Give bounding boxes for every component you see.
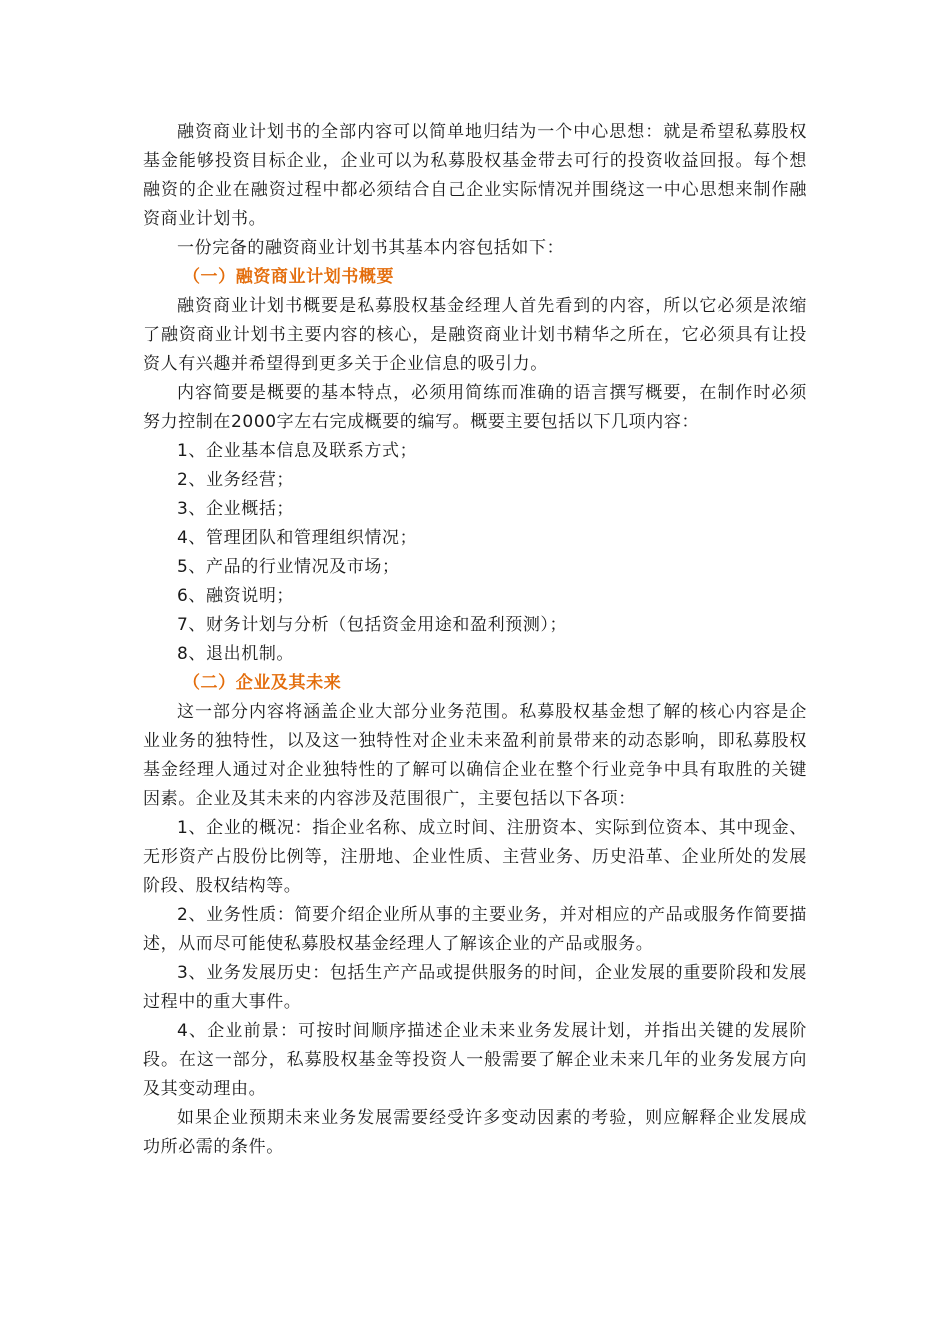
list-item: 1、企业基本信息及联系方式； <box>177 441 418 461</box>
list-item: 2、业务经营； <box>177 470 295 490</box>
list-item: 7、财务计划与分析（包括资金用途和盈利预测）； <box>177 615 568 635</box>
paragraph-company-prospects: 4、企业前景：可按时间顺序描述企业未来业务发展计划，并指出关键的发展阶段。在这一部分，私募股权基金等投资人一般需要了解企业未来几年的业务发展方向及其变动理由。 <box>143 1021 807 1099</box>
paragraph-summary-core: 融资商业计划书概要是私募股权基金经理人首先看到的内容，所以它必须是浓缩了融资商业计划书主要内容的核心，是融资商业计划书精华之所在，它必须具有让投资人有兴趣并希望得到更多关于企业信息的吸引力。 <box>143 296 807 374</box>
paragraph-business-nature: 2、业务性质：简要介绍企业所从事的主要业务，并对相应的产品或服务作简要描述，从而尽可能使私募股权基金经理人了解该企业的产品或服务。 <box>143 905 807 954</box>
document-body <box>143 118 807 1162</box>
list-item: 4、管理团队和管理组织情况； <box>177 528 418 548</box>
list-item: 5、产品的行业情况及市场； <box>177 557 400 577</box>
list-item: 3、企业概括； <box>177 499 295 519</box>
paragraph-contents-lead: 一份完备的融资商业计划书其基本内容包括如下： <box>177 238 565 258</box>
section-heading-company-future: （二）企业及其未来 <box>182 673 342 693</box>
paragraph-intro: 融资商业计划书的全部内容可以简单地归结为一个中心思想：就是希望私募股权基金能够投资目标企业，企业可以为私募股权基金带去可行的投资收益回报。每个想融资的企业在融资过程中都必须结合自己企业实际情况并围绕这一中心思想来制作融资商业计划书。 <box>143 122 807 229</box>
list-item: 6、融资说明； <box>177 586 295 606</box>
paragraph-success-conditions: 如果企业预期未来业务发展需要经受许多变动因素的考验，则应解释企业发展成功所必需的条件。 <box>143 1108 807 1157</box>
paragraph-company-scope: 这一部分内容将涵盖企业大部分业务范围。私募股权基金想了解的核心内容是企业业务的独特性，以及这一独特性对企业未来盈利前景带来的动态影响，即私募股权基金经理人通过对企业独特性的了解可以确信企业在整个行业竞争中具有取胜的关键因素。企业及其未来的内容涉及范围很广，主要包括以下各项： <box>143 702 807 809</box>
section-heading-summary: （一）融资商业计划书概要 <box>182 267 395 287</box>
list-item: 8、退出机制。 <box>177 644 295 664</box>
paragraph-company-overview: 1、企业的概况：指企业名称、成立时间、注册资本、实际到位资本、其中现金、无形资产占股份比例等，注册地、企业性质、主营业务、历史沿革、企业所处的发展阶段、股权结构等。 <box>143 818 807 896</box>
paragraph-summary-requirements: 内容简要是概要的基本特点，必须用简练而准确的语言撰写概要，在制作时必须努力控制在2000字左右完成概要的编写。概要主要包括以下几项内容： <box>143 383 807 432</box>
paragraph-business-history: 3、业务发展历史：包括生产产品或提供服务的时间，企业发展的重要阶段和发展过程中的重大事件。 <box>143 963 807 1012</box>
